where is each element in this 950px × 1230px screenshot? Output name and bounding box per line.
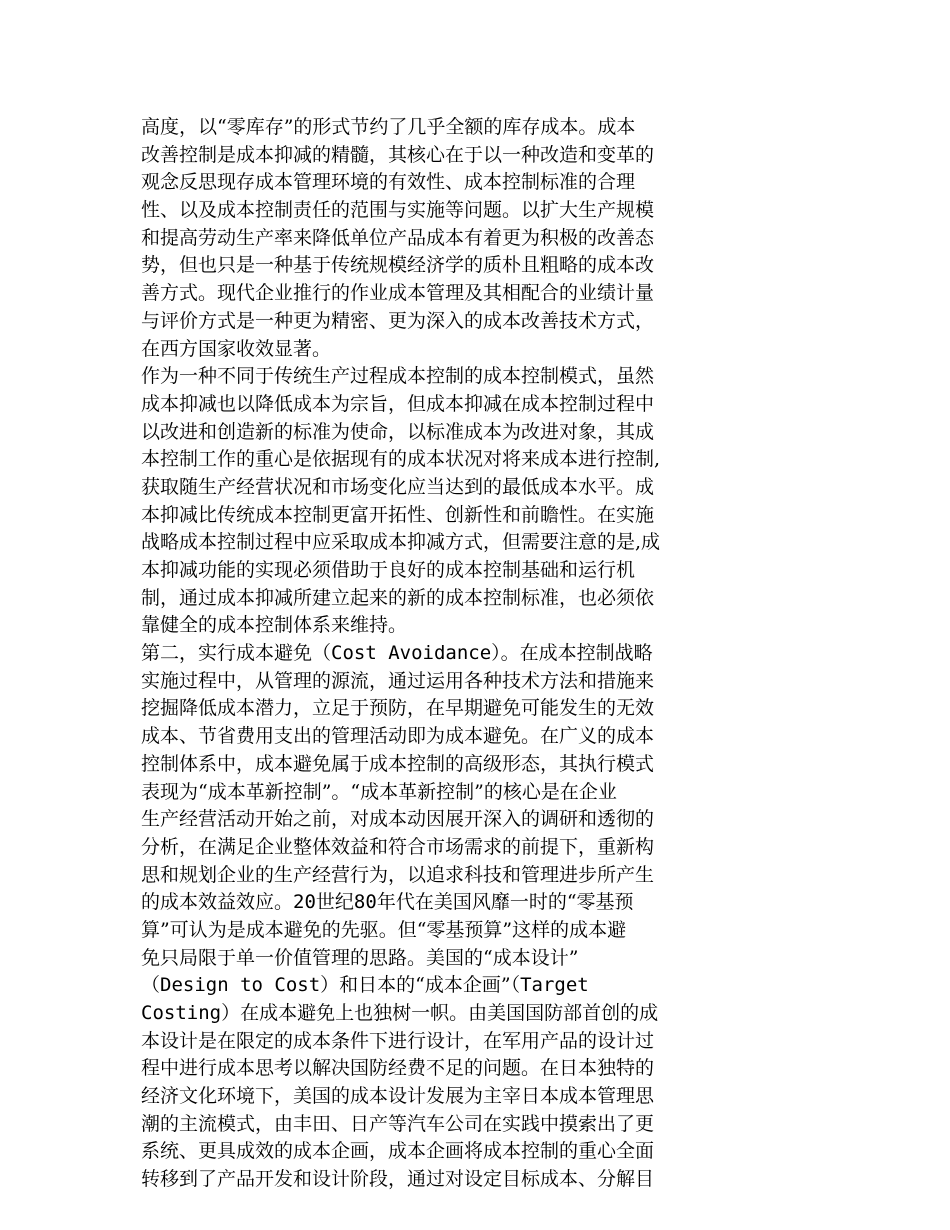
text-line <box>141 225 741 253</box>
text-run: 作为一种不同于传统生产过程成本控制的成本控制模式，虽然 <box>141 365 655 388</box>
text-line <box>141 834 741 862</box>
text-line <box>141 668 741 696</box>
latin-term: 20 <box>293 891 316 914</box>
text-line <box>141 280 741 308</box>
text-run: 以改进和创造新的标准为使命，以标准成本为改进对象，其成 <box>141 420 655 443</box>
text-run: 第二，实行成本避免（ <box>141 642 332 665</box>
text-run: 分析，在满足企业整体效益和符合市场需求的前提下，重新构 <box>141 835 655 858</box>
text-line <box>141 972 741 1000</box>
text-run: 成本、节省费用支出的管理活动即为成本避免。在广义的成本 <box>141 725 655 748</box>
text-run: 世纪 <box>315 891 354 914</box>
latin-term: 80 <box>353 891 377 914</box>
text-run: ）。在成本控制战略 <box>491 642 653 665</box>
text-line <box>141 1055 741 1083</box>
text-line <box>141 1138 741 1166</box>
text-line <box>141 1000 741 1028</box>
text-run: 高度，以“零库存”的形式节约了几乎全额的库存成本。成本 <box>141 116 636 138</box>
latin-term: Costing <box>141 1002 222 1024</box>
text-run: 经济文化环境下，美国的成本设计发展为主宰日本成本管理思 <box>141 1085 655 1108</box>
text-line <box>141 1083 741 1111</box>
text-run: 实施过程中，从管理的源流，通过运用各种技术方法和措施来 <box>141 669 655 692</box>
text-run: 本控制工作的重心是依据现有的成本状况对将来成本进行控制, <box>141 448 661 471</box>
document-body <box>141 114 741 1194</box>
text-run: 程中进行成本思考以解决国防经费不足的问题。在日本独特的 <box>141 1057 655 1080</box>
text-run: 控制体系中，成本避免属于成本控制的高级形态，其执行模式 <box>141 752 655 775</box>
text-run: 成本抑减也以降低成本为宗旨，但成本抑减在成本控制过程中 <box>141 392 655 415</box>
text-run: 潮的主流模式，由丰田、日产等汽车公司在实践中摸索出了更 <box>141 1112 655 1135</box>
text-run: 势，但也只是一种基于传统规模经济学的质朴且粗略的成本改 <box>141 254 655 277</box>
text-line <box>141 557 741 585</box>
text-run: 系统、更具成效的成本企画，成本企画将成本控制的重心全面 <box>141 1140 655 1163</box>
text-run: 转移到了产品开发和设计阶段，通过对设定目标成本、分解目 <box>141 1168 655 1191</box>
paragraph <box>141 114 741 363</box>
text-run: 本抑减比传统成本控制更富开拓性、创新性和前瞻性。在实施 <box>141 503 655 526</box>
text-line <box>141 529 741 557</box>
text-line <box>141 723 741 751</box>
text-run: 生产经营活动开始之前，对成本动因展开深入的调研和透彻的 <box>141 808 655 831</box>
text-line <box>141 889 741 917</box>
text-run: 靠健全的成本控制体系来维持。 <box>141 614 408 637</box>
paragraph <box>141 640 741 1194</box>
text-run: 的成本效益效应。 <box>141 891 294 914</box>
text-line <box>141 308 741 336</box>
text-line <box>141 446 741 474</box>
text-run: 善方式。现代企业推行的作业成本管理及其相配合的业绩计量 <box>141 282 655 305</box>
latin-term: Cost Avoidance <box>331 642 492 665</box>
text-line <box>141 640 741 668</box>
text-run: （ <box>141 974 161 997</box>
text-line <box>141 419 741 447</box>
text-line <box>141 751 741 779</box>
text-line <box>141 197 741 225</box>
text-line <box>141 114 741 142</box>
text-run: 获取随生产经营状况和市场变化应当达到的最低成本水平。成 <box>141 475 655 498</box>
text-run: 性、以及成本控制责任的范围与实施等问题。以扩大生产规模 <box>141 199 655 222</box>
text-line <box>141 169 741 197</box>
text-run: 思和规划企业的生产经营行为，以追求科技和管理进步所产生 <box>141 863 655 886</box>
text-run: 年代在美国风靡一时的“零基预 <box>376 891 634 914</box>
text-run: ）和日本的“成本企画”（ <box>320 974 521 997</box>
text-line <box>141 945 741 973</box>
text-line <box>141 585 741 613</box>
text-line <box>141 1166 741 1194</box>
text-line <box>141 695 741 723</box>
text-run: 本抑减功能的实现必须借助于良好的成本控制基础和运行机 <box>141 559 636 581</box>
text-run: 战略成本控制过程中应采取成本抑减方式，但需要注意的是,成 <box>141 531 661 554</box>
text-line <box>141 1111 741 1139</box>
latin-term: Target <box>520 974 589 997</box>
text-run: ）在成本避免上也独树一帜。由美国国防部首创的成 <box>221 1002 659 1024</box>
text-line <box>141 806 741 834</box>
text-line <box>141 474 741 502</box>
text-run: 在西方国家收效显著。 <box>141 337 332 360</box>
text-run: 本设计是在限定的成本条件下进行设计，在军用产品的设计过 <box>141 1029 655 1052</box>
text-line <box>141 779 741 807</box>
text-run: 与评价方式是一种更为精密、更为深入的成本改善技术方式， <box>141 309 655 332</box>
text-run: 免只局限于单一价值管理的思路。美国的“成本设计” <box>141 946 579 969</box>
text-line <box>141 336 741 364</box>
text-run: 算”可认为是成本避免的先驱。但“零基预算”这样的成本避 <box>141 918 627 941</box>
text-run: 表现为“成本革新控制”。“成本革新控制”的核心是在企业 <box>141 780 617 803</box>
text-line <box>141 363 741 391</box>
text-line <box>141 502 741 530</box>
text-run: 挖掘降低成本潜力，立足于预防，在早期避免可能发生的无效 <box>141 697 655 720</box>
text-line <box>141 862 741 890</box>
text-line <box>141 1028 741 1056</box>
latin-term: Design to Cost <box>160 974 321 997</box>
text-line <box>141 612 741 640</box>
text-run: 制，通过成本抑减所建立起来的新的成本控制标准，也必须依 <box>141 586 655 609</box>
text-run: 和提高劳动生产率来降低单位产品成本有着更为积极的改善态 <box>141 226 655 249</box>
text-line <box>141 391 741 419</box>
text-run: 改善控制是成本抑减的精髓，其核心在于以一种改造和变革的 <box>141 143 655 166</box>
text-run: 观念反思现存成本管理环境的有效性、成本控制标准的合理 <box>141 171 636 194</box>
text-line <box>141 917 741 945</box>
paragraph <box>141 363 741 640</box>
text-line <box>141 252 741 280</box>
text-line <box>141 142 741 170</box>
